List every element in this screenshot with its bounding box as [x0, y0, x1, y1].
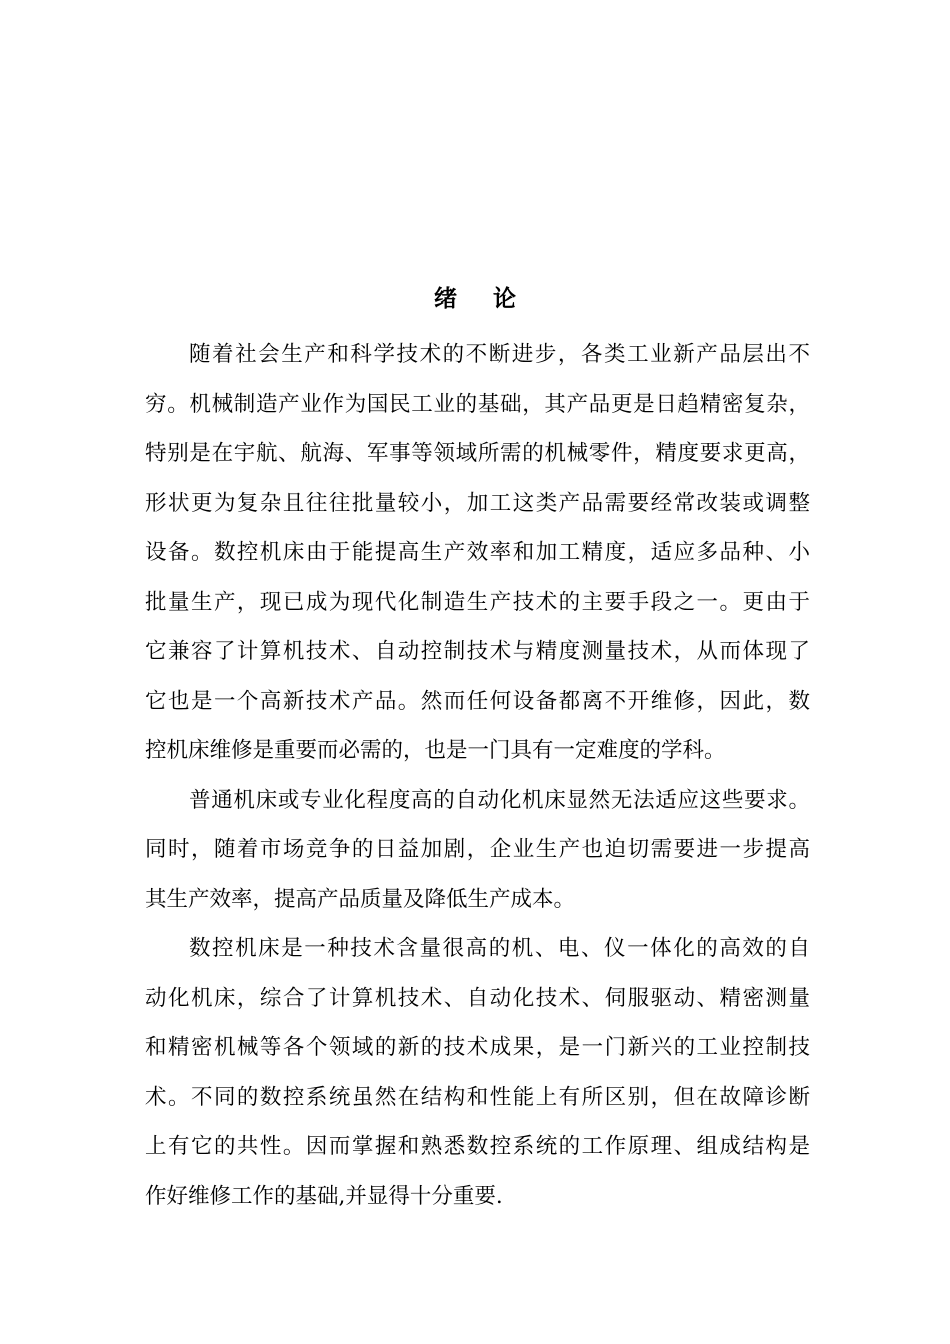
paragraph-line: 穷。机械制造产业作为国民工业的基础，其产品更是日趋精密复杂， — [145, 391, 810, 417]
paragraph-3 — [145, 924, 810, 1221]
paragraph-line: 其生产效率，提高产品质量及降低生产成本。 — [145, 886, 576, 912]
paragraph-line: 随着社会生产和科学技术的不断进步，各类工业新产品层出不 — [189, 342, 810, 367]
paragraph-line: 同时，随着市场竞争的日益加剧，企业生产也迫切需要进一步提高 — [145, 837, 810, 862]
paragraph-line: 批量生产，现已成为现代化制造生产技术的主要手段之一。更由于 — [145, 589, 810, 615]
paragraph-line: 动化机床，综合了计算机技术、自动化技术、伺服驱动、精密测量 — [145, 985, 810, 1011]
paragraph-line: 特别是在宇航、航海、军事等领域所需的机械零件，精度要求更高， — [145, 441, 810, 466]
paragraph-line: 数控机床是一种技术含量很高的机、电、仪一体化的高效的自 — [189, 936, 810, 961]
paragraph-line: 形状更为复杂且往往批量较小，加工这类产品需要经常改装或调整 — [145, 490, 810, 516]
paragraph-line: 普通机床或专业化程度高的自动化机床显然无法适应这些要求。 — [189, 787, 810, 813]
paragraph-line: 作好维修工作的基础,并显得十分重要. — [145, 1183, 503, 1209]
paragraph-line: 和精密机械等各个领域的新的技术成果，是一门新兴的工业控制技 — [145, 1035, 810, 1060]
paragraph-line: 它兼容了计算机技术、自动控制技术与精度测量技术，从而体现了 — [145, 639, 810, 664]
paragraph-1 — [145, 330, 810, 776]
paragraph-line: 设备。数控机床由于能提高生产效率和加工精度，适应多品种、小 — [145, 540, 810, 565]
paragraph-line: 它也是一个高新技术产品。然而任何设备都离不开维修，因此，数 — [145, 688, 810, 714]
paragraph-line: 控机床维修是重要而必需的，也是一门具有一定难度的学科。 — [145, 738, 726, 763]
paragraph-line: 上有它的共性。因而掌握和熟悉数控系统的工作原理、组成结构是 — [145, 1134, 810, 1159]
body-text — [145, 330, 810, 1221]
paragraph-2 — [145, 776, 810, 925]
paragraph-line: 术。不同的数控系统虽然在结构和性能上有所区别，但在故障诊断 — [145, 1084, 810, 1110]
page-title: 绪论 — [434, 285, 552, 312]
